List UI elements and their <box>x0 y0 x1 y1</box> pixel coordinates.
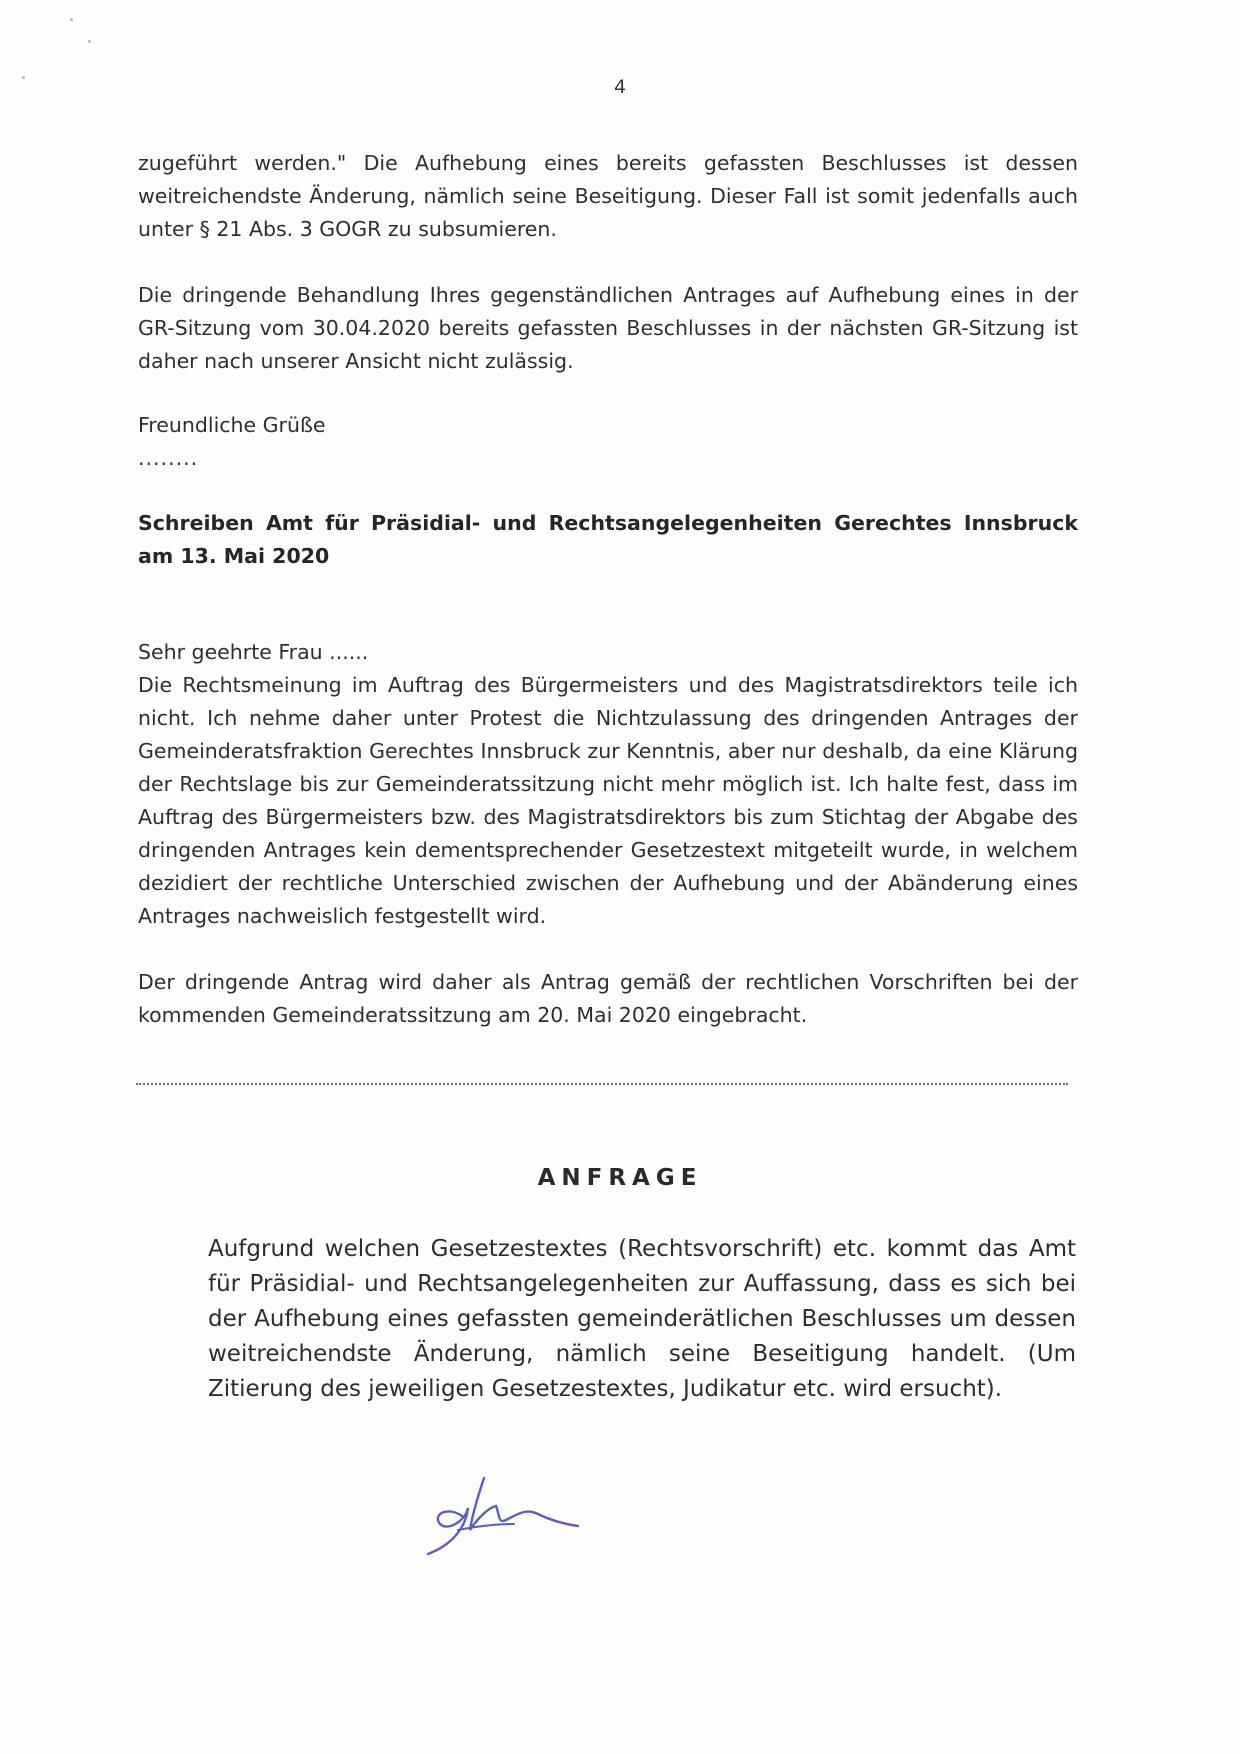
closing-greeting: Freundliche Grüße ........ <box>138 409 1078 475</box>
scan-speck <box>88 40 91 43</box>
anfrage-title: ANFRAGE <box>537 1165 703 1191</box>
anfrage-body: Aufgrund welchen Gesetzestextes (Rechtsvorschrift) etc. kommt das Amt für Präsidial- und Rechtsangelegenheiten zur Auffassung, dass es sich bei der Aufhebung eines gefassten gemeinderätlichen Beschlusses um dessen weitreichendste Änderung, nämlich seine Beseitigung handelt. (Um Zitierung des jeweiligen Gesetzestextes, Judikatur etc. wird ersucht). <box>208 1236 1076 1402</box>
letter-paragraph-2: Der dringende Antrag wird daher als Antrag gemäß der rechtlichen Vorschriften bei der kommenden Gemeinderatssitzung am 20. Mai 2020 eingebracht. <box>138 970 1078 1027</box>
handwritten-signature <box>418 1468 588 1558</box>
page-number: 4 <box>613 76 627 98</box>
dotted-separator <box>136 1083 1068 1085</box>
letter-heading: Schreiben Amt für Präsidial- und Rechtsangelegenheiten Gerechtes Innsbruck am 13. Mai 2020 <box>138 511 1078 568</box>
intro-paragraph-2: Die dringende Behandlung Ihres gegenständlichen Antrages auf Aufhebung eines in der GR-Sitzung vom 30.04.2020 bereits gefassten Beschlusses in der nächsten GR-Sitzung ist daher nach unserer Ansicht nicht zulässig. <box>138 283 1078 373</box>
closing-dots: ........ <box>138 446 199 470</box>
letter-body <box>138 636 1078 933</box>
scan-speck <box>70 18 73 21</box>
letter-paragraph-1: Die Rechtsmeinung im Auftrag des Bürgermeisters und des Magistratsdirektors teile ich nicht. Ich nehme daher unter Protest die Nichtzulassung des dringenden Antrages der Gemeinderatsfraktion Gerechtes Innsbruck zur Kenntnis, aber nur deshalb, da eine Klärung der Rechtslage bis zur Gemeinderatssitzung nicht mehr möglich ist. Ich halte fest, dass im Auftrag des Bürgermeisters bzw. des Magistratsdirektors bis zum Stichtag der Abgabe des dringenden Antrages kein dementsprechender Gesetzestext mitgeteilt wurde, in welchem dezidiert der rechtliche Unterschied zwischen der Aufhebung und der Abänderung eines Antrages nachweislich festgestellt wird. <box>138 673 1078 928</box>
intro-paragraph-1: zugeführt werden." Die Aufhebung eines bereits gefassten Beschlusses ist dessen weitreichendste Änderung, nämlich seine Beseitigung. Dieser Fall ist somit jedenfalls auch unter § 21 Abs. 3 GOGR zu subsumieren. <box>138 151 1078 241</box>
letter-salutation: Sehr geehrte Frau ...... <box>138 640 369 664</box>
